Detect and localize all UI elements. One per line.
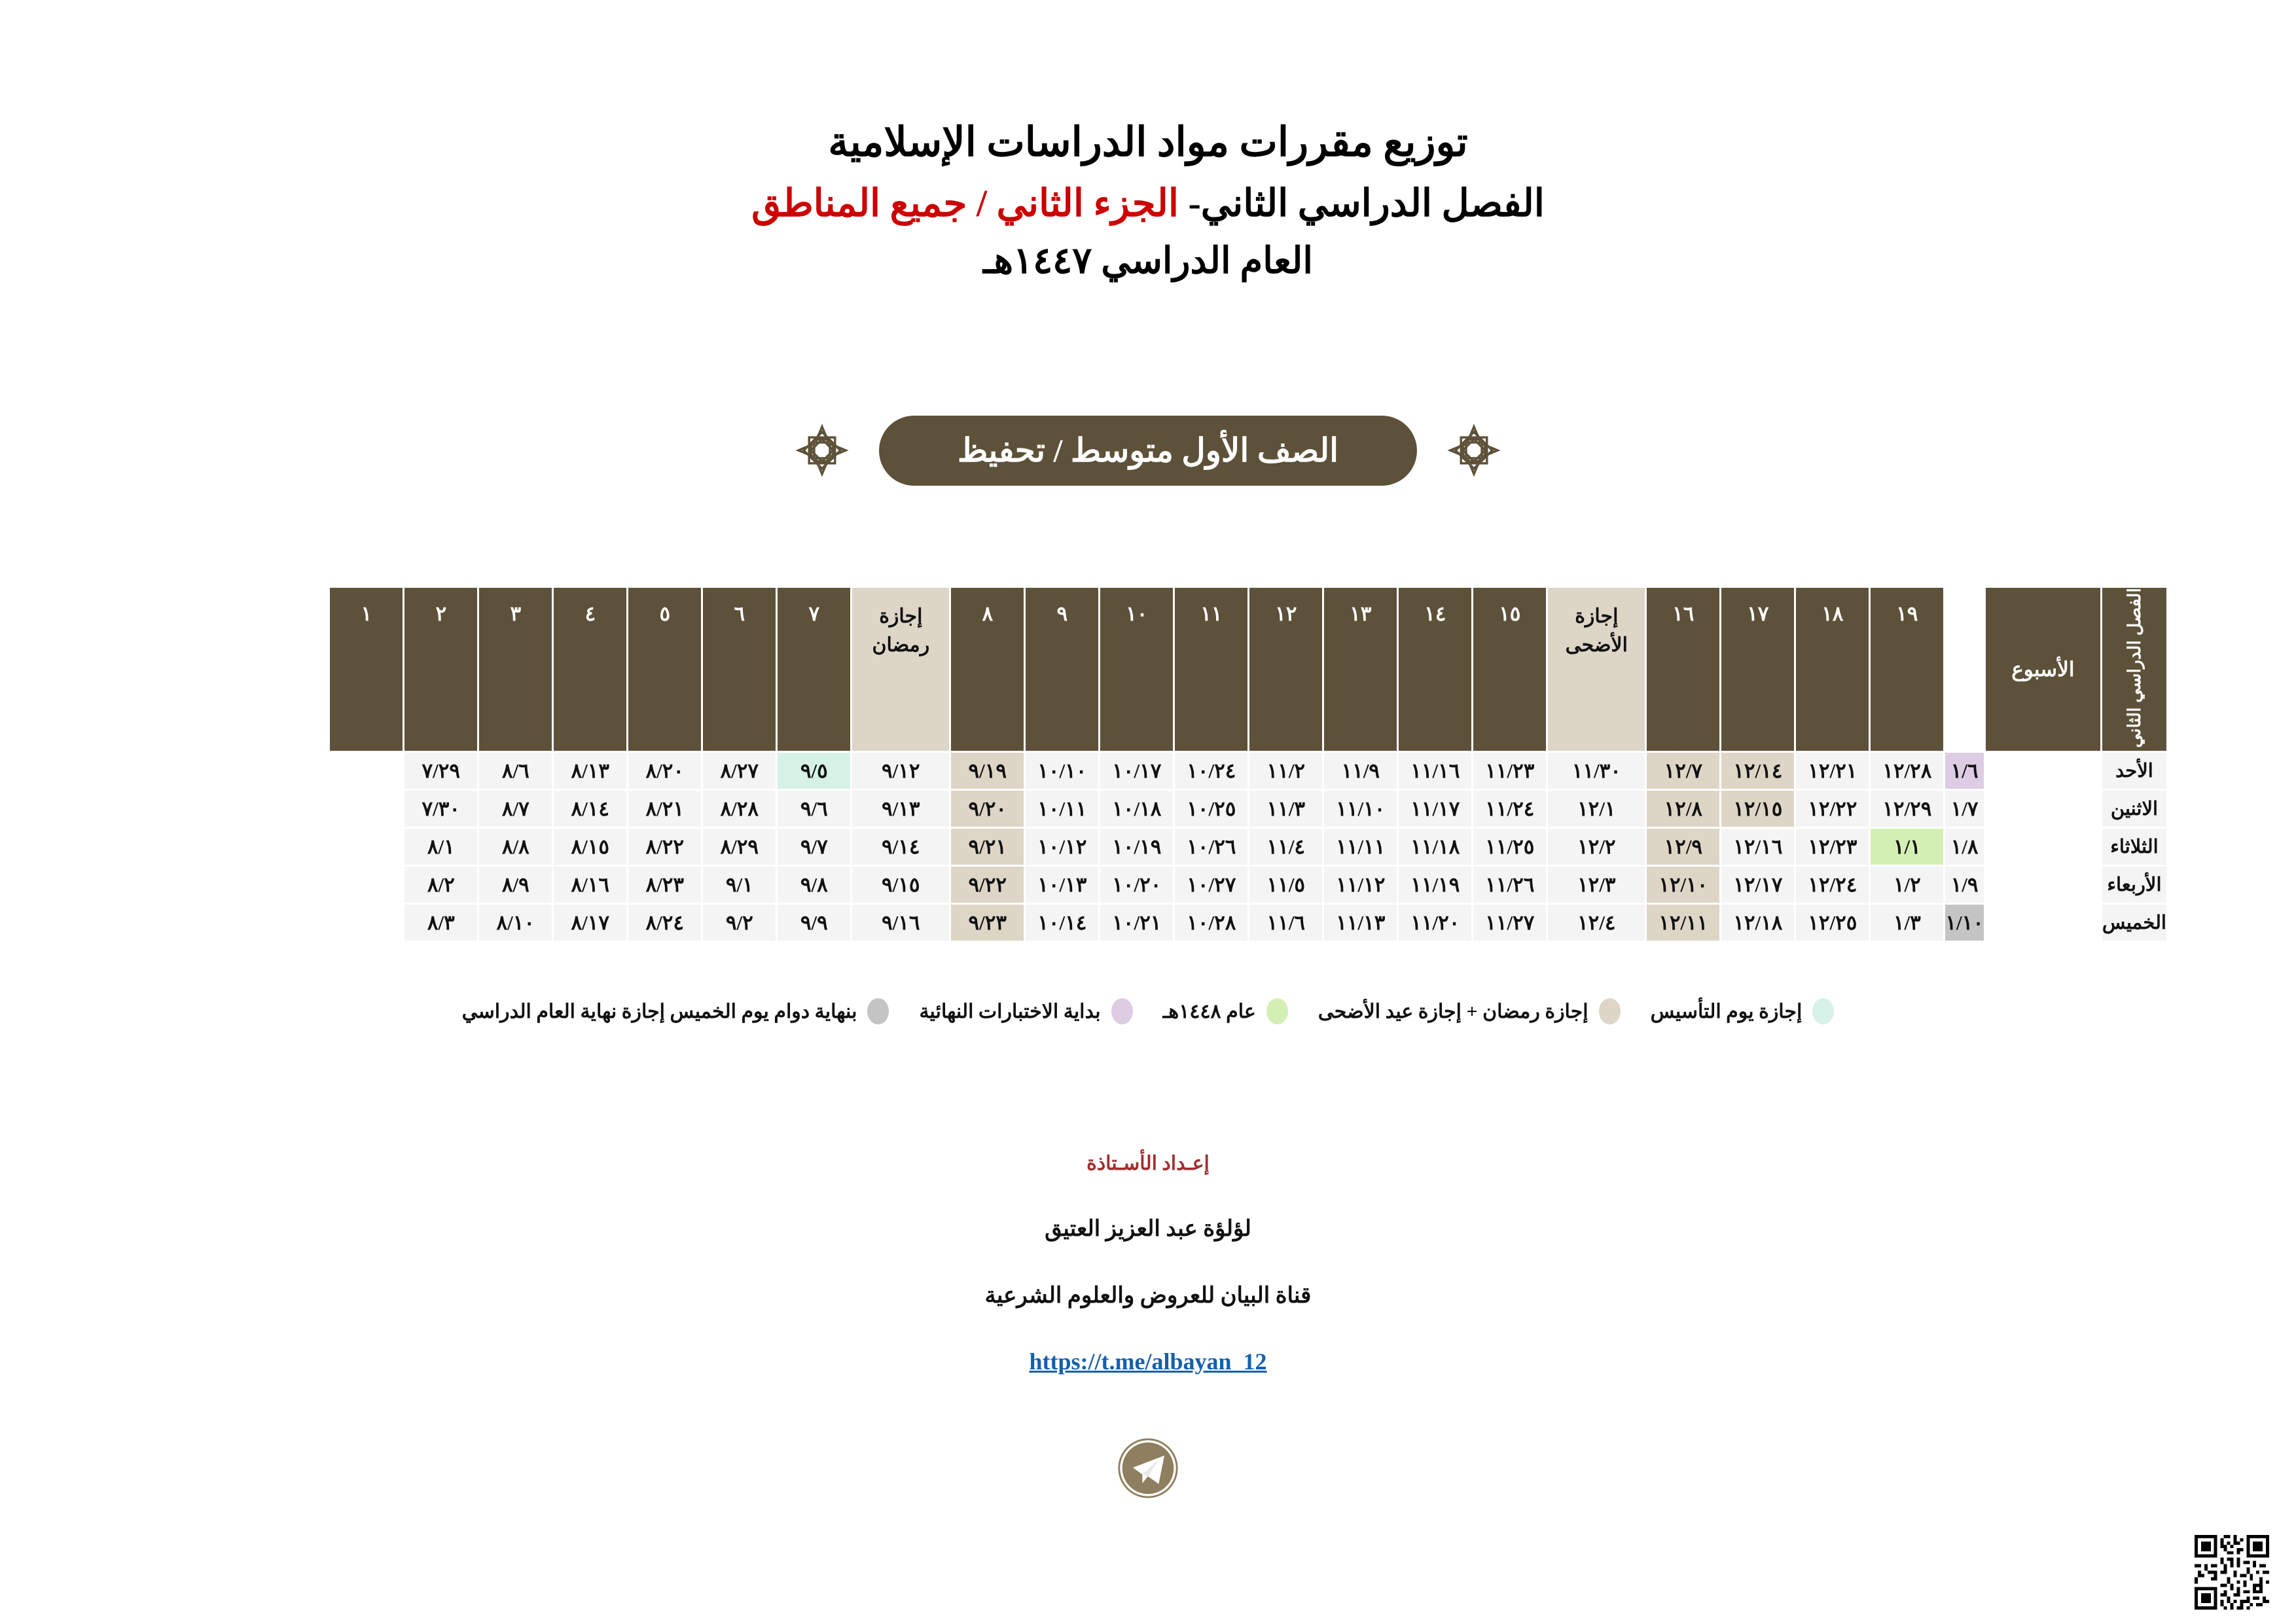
- date-cell: ١٢/٢٩: [1871, 791, 1943, 827]
- date-cell: ١٠/٢٦: [1175, 829, 1247, 865]
- date-cell: ١٠/٢٨: [1175, 905, 1247, 941]
- date-cell: ٨/١٧: [554, 905, 626, 941]
- legend-item: [462, 998, 889, 1024]
- legend-label: عام ١٤٤٨هـ: [1162, 1000, 1256, 1022]
- academic-calendar-table-wrap: [328, 586, 2168, 943]
- date-cell: ١١/٦: [1249, 905, 1322, 941]
- week-column-number: ١٦: [1647, 588, 1719, 751]
- week-column-number: ٤: [554, 588, 626, 751]
- grade-badge: الصف الأول متوسط / تحفيظ: [879, 416, 1417, 486]
- date-cell: ٩/٧: [778, 829, 850, 865]
- date-cell: ١٢/٤: [1548, 905, 1645, 941]
- day-name-cell: الثلاثاء: [2102, 829, 2166, 865]
- date-cell: ١١/١٩: [1399, 867, 1471, 903]
- legend-color-dot: [1812, 998, 1834, 1024]
- date-cell-teal: ٩/٥: [778, 753, 850, 789]
- date-cell-holiday: ١٢/١٥: [1721, 791, 1794, 827]
- date-cell: ٩/١٦: [852, 905, 949, 941]
- date-cell: ١٠/٢٤: [1175, 753, 1247, 789]
- week-column-number: ١٤: [1399, 588, 1471, 751]
- week-column-number: ٩: [1026, 588, 1098, 751]
- date-cell: ١٢/١٧: [1721, 867, 1794, 903]
- row-spacer: [1986, 867, 2100, 903]
- date-cell-holiday: ١٢/٧: [1647, 753, 1719, 789]
- week-column-number: ١٢: [1249, 588, 1322, 751]
- date-cell: ٧/٢٩: [404, 753, 477, 789]
- table-head: [330, 588, 2166, 751]
- date-cell: ١٢/٢٣: [1796, 829, 1869, 865]
- date-cell: ٩/٦: [778, 791, 850, 827]
- date-cell: ١٢/١: [1548, 791, 1645, 827]
- date-cell: ١١/٢٤: [1473, 791, 1546, 827]
- row-spacer: [1986, 753, 2100, 789]
- date-cell-holiday: ٩/٢٣: [951, 905, 1024, 941]
- date-cell: ٨/١٠: [479, 905, 552, 941]
- date-cell: ١١/٢٠: [1399, 905, 1471, 941]
- date-cell: ١١/٥: [1249, 867, 1322, 903]
- table-header-row: [330, 588, 2166, 751]
- legend-color-dot: [1266, 998, 1288, 1024]
- legend: [0, 998, 2296, 1024]
- footer-channel-name: قناة البيان للعروض والعلوم الشرعية: [984, 1284, 1312, 1308]
- legend-item: [1318, 998, 1621, 1024]
- date-cell: ١١/١٦: [1399, 753, 1471, 789]
- date-cell: ٨/٢٢: [628, 829, 701, 865]
- date-cell: ١٠/٢٧: [1175, 867, 1247, 903]
- date-cell: ١٢/٢: [1548, 829, 1645, 865]
- week-column-number: ٢: [404, 588, 477, 751]
- date-cell: ١٠/٢٠: [1100, 867, 1173, 903]
- date-cell: ١١/١٧: [1399, 791, 1471, 827]
- date-cell: ١١/١٢: [1324, 867, 1397, 903]
- date-cell: ٩/١٣: [852, 791, 949, 827]
- date-cell: ١٠/٢٥: [1175, 791, 1247, 827]
- date-cell: ١١/٩: [1324, 753, 1397, 789]
- date-cell: ١١/١٣: [1324, 905, 1397, 941]
- page-subtitle: [0, 174, 2296, 233]
- page-subtitle-red: الجزء الثاني / جميع المناطق: [751, 182, 1179, 225]
- date-cell-green: ١/١: [1871, 829, 1943, 865]
- date-cell: ١/٣: [1871, 905, 1943, 941]
- day-name-cell: الأحد: [2102, 753, 2166, 789]
- week-column-number: ١١: [1175, 588, 1247, 751]
- date-cell: ١١/٢٣: [1473, 753, 1546, 789]
- table-row: [330, 829, 2166, 865]
- date-cell: ٨/٢٩: [703, 829, 776, 865]
- date-cell-holiday: ١٢/٨: [1647, 791, 1719, 827]
- date-cell: ١٢/٢٨: [1871, 753, 1943, 789]
- date-cell-holiday: ٩/١٩: [951, 753, 1024, 789]
- week-column-number: ٨: [951, 588, 1024, 751]
- table-body: [330, 753, 2166, 941]
- date-cell: ٩/١٥: [852, 867, 949, 903]
- date-cell-holiday: ٩/٢٠: [951, 791, 1024, 827]
- week-column-header: الأسبوع: [1986, 588, 2100, 751]
- date-cell-holiday: ١٢/١٠: [1647, 867, 1719, 903]
- week-column-number: ١٩: [1871, 588, 1943, 751]
- table-row: [330, 791, 2166, 827]
- legend-label: إجازة يوم التأسيس: [1650, 1000, 1803, 1022]
- date-cell: ١١/١٠: [1324, 791, 1397, 827]
- date-cell-holiday: ٩/٢١: [951, 829, 1024, 865]
- date-cell: ١١/٢: [1249, 753, 1322, 789]
- date-cell: ١/٧: [1945, 791, 1984, 827]
- date-cell: ١٢/٣: [1548, 867, 1645, 903]
- telegram-icon-wrap: [0, 1437, 2296, 1503]
- row-spacer: [1986, 905, 2100, 941]
- week-column-number: ١٥: [1473, 588, 1546, 751]
- page-title: توزيع مقررات مواد الدراسات الإسلامية: [828, 120, 1468, 165]
- date-cell: ٨/٢٨: [703, 791, 776, 827]
- date-cell: ٨/٨: [479, 829, 552, 865]
- semester-vertical-header: الفصل الدراسي الثاني: [2102, 588, 2166, 751]
- date-cell-holiday: ١٢/٩: [1647, 829, 1719, 865]
- date-cell: ١٢/١٦: [1721, 829, 1794, 865]
- date-cell: ٩/١: [703, 867, 776, 903]
- date-cell: ٩/٨: [778, 867, 850, 903]
- date-cell: ١٠/١٣: [1026, 867, 1098, 903]
- page-subtitle-black: الفصل الدراسي الثاني-: [1188, 182, 1545, 225]
- telegram-channel-link[interactable]: https://t.me/albayan_12: [1029, 1348, 1267, 1375]
- date-cell-holiday: ١٢/١١: [1647, 905, 1719, 941]
- date-cell: ١١/٣٠: [1548, 753, 1645, 789]
- date-cell: ٨/٢٧: [703, 753, 776, 789]
- week-column-number: ١: [330, 588, 403, 751]
- islamic-star-ornament-icon: [1446, 422, 1502, 478]
- row-spacer: [1986, 829, 2100, 865]
- date-cell-holiday: ٩/٢٢: [951, 867, 1024, 903]
- islamic-star-ornament-icon: [794, 422, 850, 478]
- week-column-number: ٦: [703, 588, 776, 751]
- date-cell: ١/٨: [1945, 829, 1984, 865]
- legend-label: بنهاية دوام يوم الخميس إجازة نهاية العام الدراسي: [461, 1000, 857, 1022]
- date-cell: ١٢/٢٥: [1796, 905, 1869, 941]
- date-cell: ١١/٢٧: [1473, 905, 1546, 941]
- week-column-number: ١٠: [1100, 588, 1173, 751]
- grade-badge-row: [0, 416, 2296, 486]
- page-title-block: [0, 111, 2296, 290]
- holiday-column-header: إجازة الأضحى: [1548, 588, 1645, 751]
- date-cell: ١١/٤: [1249, 829, 1322, 865]
- table-row: [330, 905, 2166, 941]
- date-cell: ٨/٧: [479, 791, 552, 827]
- week-column-number: ٣: [479, 588, 552, 751]
- date-cell: ٨/٢٠: [628, 753, 701, 789]
- table-row: [330, 753, 2166, 789]
- date-cell: ١٠/١٩: [1100, 829, 1173, 865]
- academic-year: العام الدراسي ١٤٤٧هـ: [983, 240, 1313, 281]
- date-cell: ٩/٩: [778, 905, 850, 941]
- legend-item: [1651, 998, 1835, 1024]
- day-name-cell: الاثنين: [2102, 791, 2166, 827]
- legend-color-dot: [1599, 998, 1621, 1024]
- date-cell-purple: ١/٦: [1945, 753, 1984, 789]
- date-cell: ١٢/٢٢: [1796, 791, 1869, 827]
- date-cell: ٨/٢٣: [628, 867, 701, 903]
- row-spacer: [1986, 791, 2100, 827]
- legend-color-dot: [1111, 998, 1133, 1024]
- date-cell: ٩/٢: [703, 905, 776, 941]
- date-cell: ٨/٢٤: [628, 905, 701, 941]
- week-column-number: ٥: [628, 588, 701, 751]
- legend-label: إجازة رمضان + إجازة عيد الأضحى: [1318, 1000, 1588, 1022]
- week-column-number: ١٨: [1796, 588, 1869, 751]
- qr-code: [2191, 1532, 2272, 1613]
- header-spacer: [1945, 588, 1984, 751]
- holiday-column-header: إجازة رمضان: [852, 588, 949, 751]
- date-cell: ٩/١٢: [852, 753, 949, 789]
- date-cell: ١١/٢٦: [1473, 867, 1546, 903]
- date-cell: ١٢/٢١: [1796, 753, 1869, 789]
- date-cell: ٨/٢: [404, 867, 477, 903]
- date-cell: ١/٢: [1871, 867, 1943, 903]
- week-column-number: ٧: [778, 588, 850, 751]
- date-cell: ١٠/١٧: [1100, 753, 1173, 789]
- date-cell: ٨/٢١: [628, 791, 701, 827]
- footer-credit-label: إعـداد الأسـتاذة: [1086, 1153, 1210, 1174]
- date-cell: ١٠/١٠: [1026, 753, 1098, 789]
- date-cell: ١١/١١: [1324, 829, 1397, 865]
- legend-label: بداية الاختبارات النهائية: [919, 1000, 1101, 1022]
- date-cell: ٨/٦: [479, 753, 552, 789]
- day-name-cell: الخميس: [2102, 905, 2166, 941]
- date-cell: ١٠/١١: [1026, 791, 1098, 827]
- date-cell: ١١/١٨: [1399, 829, 1471, 865]
- date-cell: ١٢/١٨: [1721, 905, 1794, 941]
- footer-author-name: لؤلؤة عبد العزيز العتيق: [1045, 1217, 1251, 1241]
- date-cell: ١٠/١٢: [1026, 829, 1098, 865]
- date-cell: ٩/١٤: [852, 829, 949, 865]
- legend-item: [919, 998, 1132, 1024]
- date-cell: ١٠/١٤: [1026, 905, 1098, 941]
- week-column-number: ١٧: [1721, 588, 1794, 751]
- date-cell: ٧/٣٠: [404, 791, 477, 827]
- legend-color-dot: [867, 998, 889, 1024]
- date-cell: ٨/١: [404, 829, 477, 865]
- date-cell: ١/٩: [1945, 867, 1984, 903]
- table-row: [330, 867, 2166, 903]
- date-cell: ١٠/١٨: [1100, 791, 1173, 827]
- date-cell: ٨/١٥: [554, 829, 626, 865]
- academic-calendar-table: [328, 586, 2168, 943]
- footer: [0, 1152, 2296, 1375]
- date-cell: ٨/١٤: [554, 791, 626, 827]
- day-name-cell: الأربعاء: [2102, 867, 2166, 903]
- legend-item: [1163, 998, 1288, 1024]
- date-cell-holiday: ١٢/١٤: [1721, 753, 1794, 789]
- date-cell: ١٠/٢١: [1100, 905, 1173, 941]
- date-cell: ١٢/٢٤: [1796, 867, 1869, 903]
- date-cell-gray: ١/١٠: [1945, 905, 1984, 941]
- date-cell: ٨/١٣: [554, 753, 626, 789]
- date-cell: ٨/٣: [404, 905, 477, 941]
- week-column-number: ١٣: [1324, 588, 1397, 751]
- date-cell: ١١/٣: [1249, 791, 1322, 827]
- telegram-icon[interactable]: [1117, 1437, 1179, 1500]
- date-cell: ٨/١٦: [554, 867, 626, 903]
- date-cell: ٨/٩: [479, 867, 552, 903]
- date-cell: ١١/٢٥: [1473, 829, 1546, 865]
